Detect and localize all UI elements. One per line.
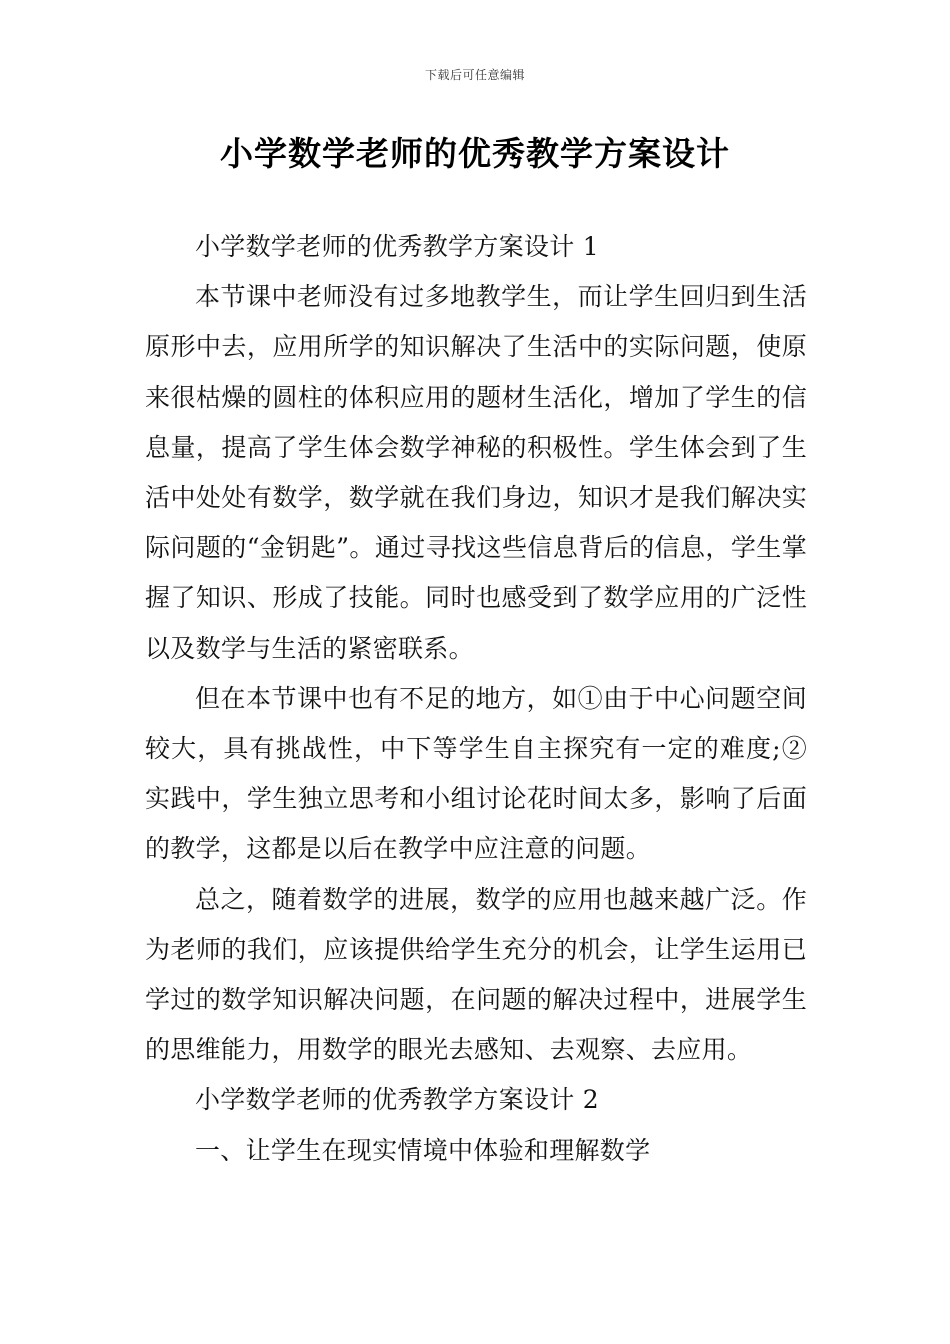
header-note: 下载后可任意编辑 <box>424 68 525 82</box>
document-title: 小学数学老师的优秀教学方案设计 <box>220 134 730 173</box>
paragraph-3: 总之，随着数学的进展，数学的应用也越来越广泛。作为老师的我们，应该提供给学生充分的机会，让学生运用已学过的数学知识解决问题，在问题的解决过程中，进展学生的思维能力，用数学的眼光去感知、去观察、去应用。 <box>145 884 807 1065</box>
document-body <box>145 222 807 1176</box>
section-heading-2: 小学数学老师的优秀教学方案设计 2 <box>195 1085 599 1115</box>
paragraph-1: 本节课中老师没有过多地教学生，而让学生回归到生活原形中去，应用所学的知识解决了生活中的实际问题，使原来很枯燥的圆柱的体积应用的题材生活化，增加了学生的信息量，提高了学生体会数学神秘的积极性。学生体会到了生活中处处有数学，数学就在我们身边，知识才是我们解决实际问题的“金钥匙”。通过寻找这些信息背后的信息，学生掌握了知识、形成了技能。同时也感受到了数学应用的广泛性以及数学与生活的紧密联系。 <box>145 282 807 663</box>
subheading-1: 一、让学生在现实情境中体验和理解数学 <box>195 1135 651 1165</box>
section-heading-1: 小学数学老师的优秀教学方案设计 1 <box>195 232 599 261</box>
paragraph-2: 但在本节课中也有不足的地方，如①由于中心问题空间较大，具有挑战性，中下等学生自主探究有一定的难度;② 实践中，学生独立思考和小组讨论花时间太多，影响了后面的教学，这都是以后在教学中应注意的问题。 <box>145 683 807 864</box>
